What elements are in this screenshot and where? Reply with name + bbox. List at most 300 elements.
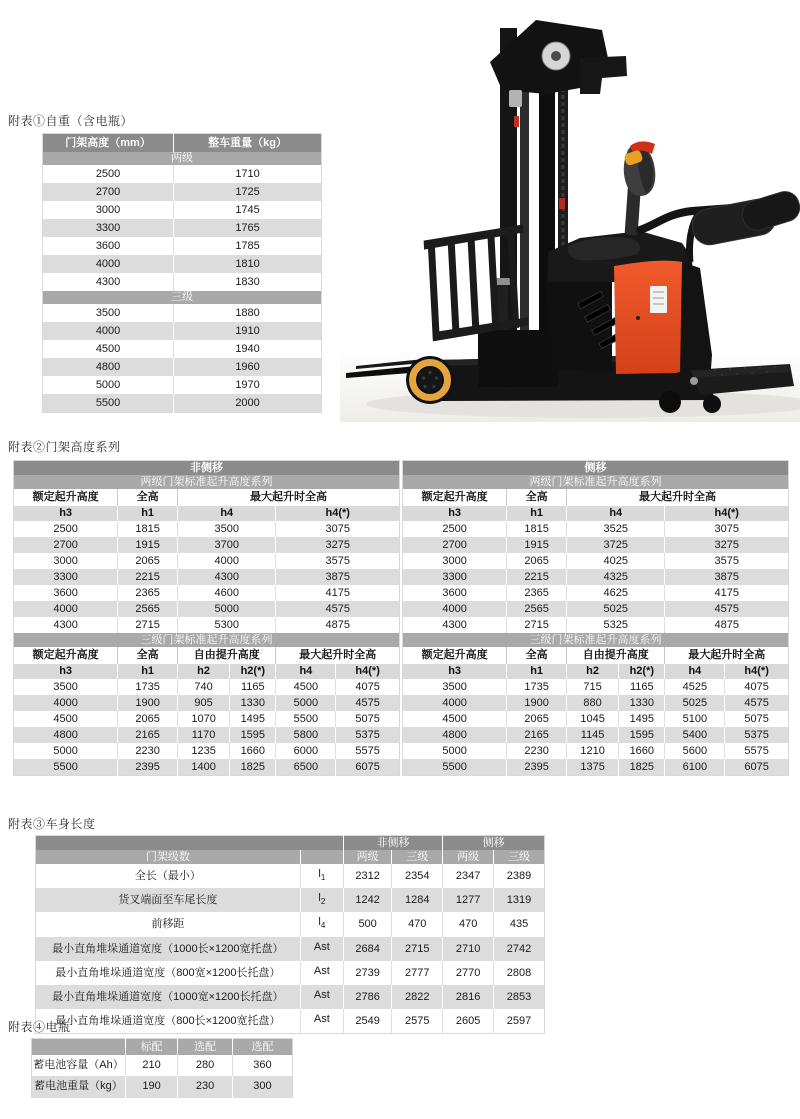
table-row [403, 711, 789, 727]
symbol: Ast [313, 964, 330, 977]
cell: 2715 [118, 617, 178, 633]
table-row [36, 985, 545, 1009]
symbol-header: h4(*) [276, 506, 400, 521]
symbol-header: h4 [276, 664, 336, 679]
symbol-header: h4(*) [336, 664, 400, 679]
cell: 1900 [507, 695, 567, 711]
table-row [403, 679, 789, 695]
cell: 360 [232, 1055, 292, 1076]
cell: 3300 [403, 569, 507, 585]
product-photo-reach-truck [340, 0, 800, 430]
symbol-header: h3 [403, 506, 507, 521]
table3-title: 附表③车身长度 [8, 817, 96, 831]
cell: 6500 [276, 759, 336, 776]
cell: 2822 [392, 985, 443, 1009]
cell: 3275 [665, 537, 789, 553]
symbol-cell [300, 864, 343, 888]
cell: 5000 [276, 695, 336, 711]
cell: 1045 [567, 711, 619, 727]
section-band [43, 291, 322, 304]
cell: 5375 [725, 727, 789, 743]
symbol: l [318, 916, 321, 929]
cell: 2770 [443, 961, 494, 985]
cell: 4600 [178, 585, 276, 601]
cell: 2565 [507, 601, 567, 617]
table-row [14, 695, 400, 711]
cell-mast-height: 3500 [43, 304, 174, 322]
cell: 1815 [118, 521, 178, 537]
symbol-header: h4 [665, 664, 725, 679]
cell: 1660 [230, 743, 276, 759]
table-row [403, 537, 789, 553]
cell: 6075 [336, 759, 400, 776]
series-band: 两级门架标准起升高度系列 [14, 475, 400, 489]
row-label: 最小直角堆垛通道宽度（1000宽×1200长托盘） [36, 985, 301, 1009]
cell: 5000 [403, 743, 507, 759]
cell: 4800 [14, 727, 118, 743]
table1-title: 附表①自重（含电瓶） [8, 114, 134, 128]
symbol-header-row [403, 506, 789, 521]
cell: 4325 [567, 569, 665, 585]
cell: 2389 [494, 864, 545, 888]
cell: 1165 [619, 679, 665, 695]
cell: 1210 [567, 743, 619, 759]
cell: 210 [125, 1055, 177, 1076]
cell: 1915 [507, 537, 567, 553]
cell: 3075 [665, 521, 789, 537]
cell: 2605 [443, 1009, 494, 1034]
cell: 2395 [507, 759, 567, 776]
cell-truck-weight: 1725 [174, 183, 322, 201]
table-row [43, 219, 322, 237]
cell: 2215 [507, 569, 567, 585]
symbol-header: h1 [507, 664, 567, 679]
self-weight-table [42, 133, 322, 413]
symbol-header: h1 [118, 506, 178, 521]
cell: 5325 [567, 617, 665, 633]
table-row [403, 553, 789, 569]
table-row [43, 201, 322, 219]
table-row [32, 1055, 293, 1076]
cell: 280 [178, 1055, 233, 1076]
cell: 2710 [443, 937, 494, 961]
cell-mast-height: 2500 [43, 165, 174, 183]
table-row [14, 711, 400, 727]
table-header-row [36, 850, 545, 864]
column-header: 最大起升时全高 [665, 647, 789, 664]
symbol: Ast [313, 988, 330, 1001]
symbol-header-row [403, 664, 789, 679]
table-row [43, 273, 322, 291]
symbol-cell [300, 1009, 343, 1034]
cell: 2739 [343, 961, 391, 985]
table-row [14, 585, 400, 601]
table-row [32, 1076, 293, 1098]
cell: 1165 [230, 679, 276, 695]
table-header-row [43, 134, 322, 153]
column-header: 自由提升高度 [567, 647, 665, 664]
row-label: 最小直角堆垛通道宽度（800长×1200宽托盘） [36, 1009, 301, 1034]
cell-mast-height: 4000 [43, 322, 174, 340]
cell: 1330 [230, 695, 276, 711]
cell: 4500 [14, 711, 118, 727]
cell: 1277 [443, 888, 494, 912]
table-row [43, 237, 322, 255]
table2-title: 附表②门架高度系列 [8, 440, 121, 454]
cell: 4000 [14, 695, 118, 711]
symbol-cell [300, 888, 343, 912]
rear-caster-wheel [659, 391, 681, 413]
column-header: 两级 [343, 850, 391, 864]
battery-table [31, 1038, 293, 1098]
table-row [36, 912, 545, 936]
cell: 1170 [178, 727, 230, 743]
cell: 880 [567, 695, 619, 711]
cell: 3725 [567, 537, 665, 553]
cell: 1495 [619, 711, 665, 727]
symbol-cell [300, 961, 343, 985]
cell: 5025 [567, 601, 665, 617]
cell: 3075 [276, 521, 400, 537]
cell: 1400 [178, 759, 230, 776]
section-label: 三级 [43, 291, 322, 304]
cell: 2700 [403, 537, 507, 553]
symbol-header: h2 [567, 664, 619, 679]
table-row [14, 617, 400, 633]
column-header: 额定起升高度 [14, 647, 118, 664]
cell: 3525 [567, 521, 665, 537]
cell: 5075 [336, 711, 400, 727]
symbol-header: h3 [403, 664, 507, 679]
cell-truck-weight: 1785 [174, 237, 322, 255]
cell: 2165 [507, 727, 567, 743]
cell: 1145 [567, 727, 619, 743]
table-row [43, 376, 322, 394]
symbol-header: h4(*) [725, 664, 789, 679]
cell: 5300 [178, 617, 276, 633]
cell: 2065 [118, 711, 178, 727]
cell: 3875 [665, 569, 789, 585]
cell: 3500 [178, 521, 276, 537]
cell: 4500 [403, 711, 507, 727]
cell: 2065 [507, 553, 567, 569]
table-row [36, 888, 545, 912]
symbol-cell [300, 912, 343, 936]
group-header-row [36, 836, 545, 851]
cell: 435 [494, 912, 545, 936]
mast-height-tables [13, 460, 789, 776]
table-row [403, 727, 789, 743]
cell-truck-weight: 1940 [174, 340, 322, 358]
cell: 4300 [403, 617, 507, 633]
cell: 5075 [725, 711, 789, 727]
cell: 2065 [507, 711, 567, 727]
cell: 2700 [14, 537, 118, 553]
cell: 2597 [494, 1009, 545, 1034]
cell: 1330 [619, 695, 665, 711]
column-header: 全高 [118, 647, 178, 664]
cell-truck-weight: 1830 [174, 273, 322, 291]
cell: 3600 [14, 585, 118, 601]
row-label: 最小直角堆垛通道宽度（1000长×1200宽托盘） [36, 937, 301, 961]
cell-mast-height: 4800 [43, 358, 174, 376]
cell: 4300 [178, 569, 276, 585]
symbol: Ast [313, 1013, 330, 1026]
armrest-pad [739, 188, 800, 234]
cell: 2786 [343, 985, 391, 1009]
cell: 4575 [665, 601, 789, 617]
cell: 1595 [619, 727, 665, 743]
symbol-cell [300, 985, 343, 1009]
cell: 3600 [403, 585, 507, 601]
table-row [36, 1009, 545, 1034]
column-header: 选配 [178, 1039, 233, 1056]
table-row [43, 255, 322, 273]
table-row [43, 165, 322, 183]
spacer-cell [32, 1039, 126, 1056]
cell: 5800 [276, 727, 336, 743]
cell-truck-weight: 1970 [174, 376, 322, 394]
cell: 2715 [507, 617, 567, 633]
mast-height-table-sideshift [402, 460, 789, 776]
table-row [14, 537, 400, 553]
cell: 4500 [276, 679, 336, 695]
cell: 5575 [725, 743, 789, 759]
cell: 1915 [118, 537, 178, 553]
cell: 3300 [14, 569, 118, 585]
spacer-cell [300, 850, 343, 864]
table-row [14, 759, 400, 776]
load-backrest [423, 224, 529, 341]
table-header-row [403, 647, 789, 664]
cell: 1735 [507, 679, 567, 695]
cell: 5575 [336, 743, 400, 759]
symbol-header: h2 [178, 664, 230, 679]
table-row [36, 937, 545, 961]
column-header: 最大起升时全高 [276, 647, 400, 664]
symbol: l [318, 892, 321, 905]
cell: 1825 [619, 759, 665, 776]
cell: 4575 [276, 601, 400, 617]
cell: 3575 [276, 553, 400, 569]
symbol-header: h4 [178, 506, 276, 521]
column-header: 额定起升高度 [14, 489, 118, 506]
cell: 4000 [403, 695, 507, 711]
cell: 1319 [494, 888, 545, 912]
mast-height-table-non-sideshift [13, 460, 400, 776]
symbol-header: h3 [14, 506, 118, 521]
cell-mast-height: 3600 [43, 237, 174, 255]
table-row [403, 617, 789, 633]
table-row [43, 183, 322, 201]
cell: 190 [125, 1076, 177, 1098]
cell: 3875 [276, 569, 400, 585]
cell: 1375 [567, 759, 619, 776]
column-header: 全高 [118, 489, 178, 506]
cell: 4525 [665, 679, 725, 695]
table-row [36, 961, 545, 985]
row-label: 货叉端面至车尾长度 [36, 888, 301, 912]
column-header: 两级 [443, 850, 494, 864]
cell: 1735 [118, 679, 178, 695]
cell-mast-height: 2700 [43, 183, 174, 201]
symbol-subscript: 1 [320, 873, 326, 883]
cell-mast-height: 4500 [43, 340, 174, 358]
series-band: 两级门架标准起升高度系列 [403, 475, 789, 489]
table-row [43, 358, 322, 376]
cell: 5375 [336, 727, 400, 743]
cell-truck-weight: 1810 [174, 255, 322, 273]
series-band: 三级门架标准起升高度系列 [14, 633, 400, 647]
group-header: 非侧移 [14, 461, 400, 476]
cell: 5000 [178, 601, 276, 617]
cell: 3500 [14, 679, 118, 695]
table-header-row [32, 1039, 293, 1056]
cell: 3000 [14, 553, 118, 569]
cell: 5025 [665, 695, 725, 711]
cell: 4175 [276, 585, 400, 601]
cell: 2684 [343, 937, 391, 961]
table-row [43, 322, 322, 340]
column-header: 三级 [494, 850, 545, 864]
symbol-header: h1 [118, 664, 178, 679]
cell: 2742 [494, 937, 545, 961]
column-header: 选配 [232, 1039, 292, 1056]
column-header: 标配 [125, 1039, 177, 1056]
cell-mast-height: 3300 [43, 219, 174, 237]
section-band [43, 152, 322, 165]
group-header: 侧移 [403, 461, 789, 476]
table-row [14, 521, 400, 537]
table-row [14, 601, 400, 617]
cell: 1595 [230, 727, 276, 743]
cell: 2354 [392, 864, 443, 888]
table-row [43, 394, 322, 413]
table-row [403, 743, 789, 759]
symbol-header: h2(*) [230, 664, 276, 679]
cell: 4175 [665, 585, 789, 601]
cell: 4000 [14, 601, 118, 617]
column-header: 全高 [507, 489, 567, 506]
row-label: 全长（最小） [36, 864, 301, 888]
cell: 4000 [403, 601, 507, 617]
cell-truck-weight: 1745 [174, 201, 322, 219]
table-row [36, 864, 545, 888]
table-row [14, 569, 400, 585]
cell: 5500 [276, 711, 336, 727]
row-label: 蓄电池容量（Ah） [32, 1055, 126, 1076]
spacer-cell [36, 836, 344, 851]
row-label: 蓄电池重量（kg） [32, 1076, 126, 1098]
cell-truck-weight: 1910 [174, 322, 322, 340]
cell: 1242 [343, 888, 391, 912]
symbol-subscript: 4 [320, 921, 326, 931]
cell: 4575 [336, 695, 400, 711]
cell: 4875 [665, 617, 789, 633]
cell-truck-weight: 1765 [174, 219, 322, 237]
symbol-cell [300, 937, 343, 961]
cell-mast-height: 5000 [43, 376, 174, 394]
table-row [403, 695, 789, 711]
cell: 2715 [392, 937, 443, 961]
cell: 1070 [178, 711, 230, 727]
cell: 4075 [336, 679, 400, 695]
cell-truck-weight: 1960 [174, 358, 322, 376]
table-row [403, 521, 789, 537]
cell: 2215 [118, 569, 178, 585]
cell: 2777 [392, 961, 443, 985]
column-header: 全高 [507, 647, 567, 664]
cell: 5500 [14, 759, 118, 776]
column-header: 门架级数 [36, 850, 301, 864]
cell: 4875 [276, 617, 400, 633]
column-header: 三级 [392, 850, 443, 864]
cell: 5400 [665, 727, 725, 743]
cell: 1235 [178, 743, 230, 759]
symbol-header-row [14, 506, 400, 521]
cell: 2549 [343, 1009, 391, 1034]
cell: 2312 [343, 864, 391, 888]
cell: 2347 [443, 864, 494, 888]
cell: 905 [178, 695, 230, 711]
column-header: 额定起升高度 [403, 489, 507, 506]
cell: 2500 [14, 521, 118, 537]
cell: 4625 [567, 585, 665, 601]
cell: 2365 [118, 585, 178, 601]
cell-mast-height: 4300 [43, 273, 174, 291]
cell: 715 [567, 679, 619, 695]
cell: 2365 [507, 585, 567, 601]
cell: 3000 [403, 553, 507, 569]
symbol-header: h4(*) [665, 506, 789, 521]
cell: 5600 [665, 743, 725, 759]
cell: 3275 [276, 537, 400, 553]
table-row [14, 553, 400, 569]
row-label: 最小直角堆垛通道宽度（800宽×1200长托盘） [36, 961, 301, 985]
cell: 470 [443, 912, 494, 936]
symbol-header-row [14, 664, 400, 679]
section-label: 两级 [43, 152, 322, 165]
cell: 230 [178, 1076, 233, 1098]
cell: 500 [343, 912, 391, 936]
cell: 1284 [392, 888, 443, 912]
table-row [403, 585, 789, 601]
column-header: 额定起升高度 [403, 647, 507, 664]
cell: 1660 [619, 743, 665, 759]
cell: 2565 [118, 601, 178, 617]
column-header: 整车重量（kg） [174, 134, 322, 153]
cell: 2395 [118, 759, 178, 776]
cell: 2500 [403, 521, 507, 537]
cell: 2853 [494, 985, 545, 1009]
cell: 3700 [178, 537, 276, 553]
table-header-row [14, 489, 400, 506]
table-row [43, 340, 322, 358]
cell: 4000 [178, 553, 276, 569]
cell: 4075 [725, 679, 789, 695]
symbol: Ast [313, 940, 330, 953]
cell: 470 [392, 912, 443, 936]
group-header: 侧移 [443, 836, 545, 851]
table-row [43, 304, 322, 322]
cell: 2816 [443, 985, 494, 1009]
cell: 6075 [725, 759, 789, 776]
column-header: 自由提升高度 [178, 647, 276, 664]
cell: 1825 [230, 759, 276, 776]
cell: 6000 [276, 743, 336, 759]
cell-truck-weight: 1880 [174, 304, 322, 322]
cell: 1495 [230, 711, 276, 727]
